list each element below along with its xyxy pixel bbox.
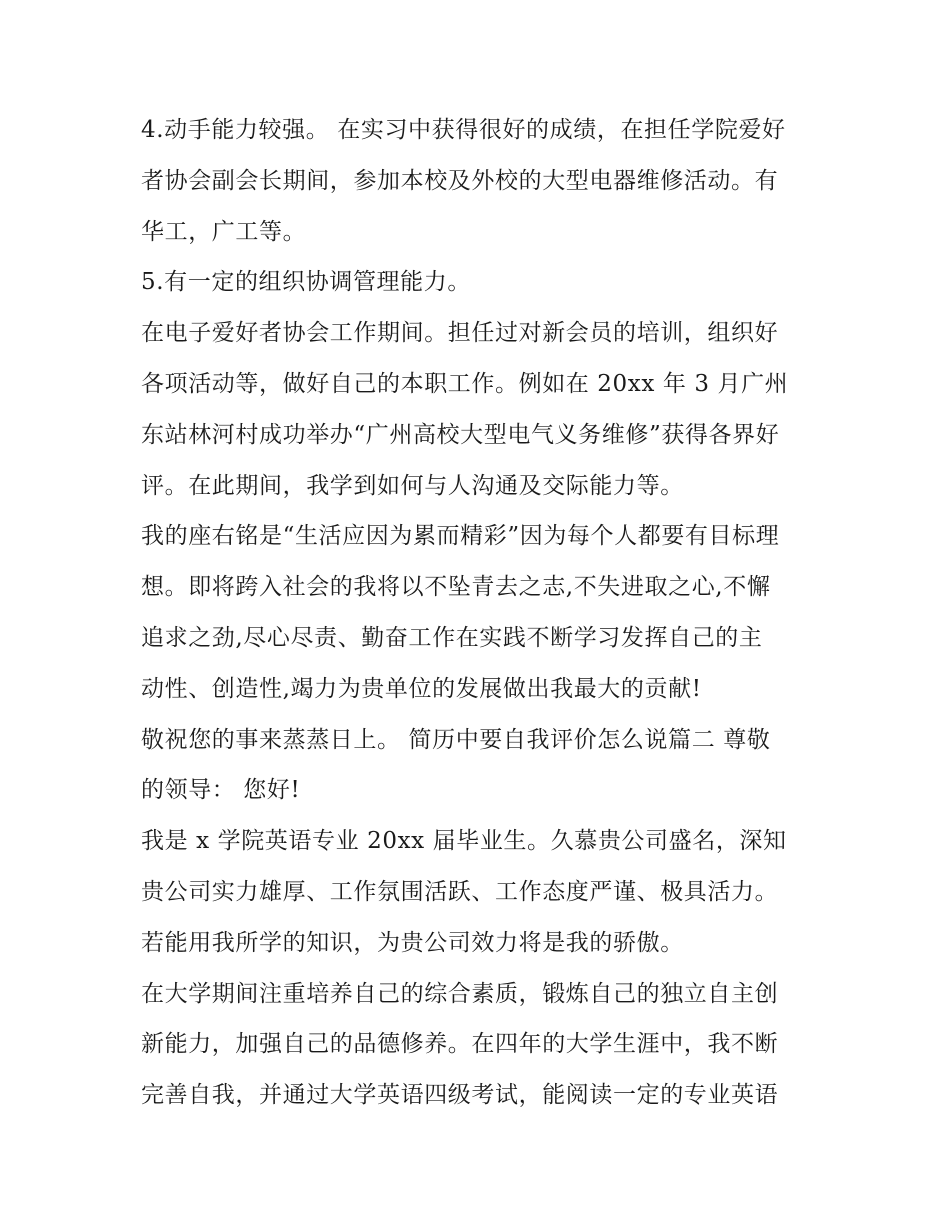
document-body-text (141, 105, 821, 1121)
text-line: 在大学期间注重培养自己的综合素质，锻炼自己的独立自主创 (141, 980, 779, 1007)
text-line: 完善自我，并通过大学英语四级考试，能阅读一定的专业英语 (141, 1082, 779, 1109)
text-line: 4.动手能力较强。 在实习中获得很好的成绩，在担任学院爱好 (141, 117, 786, 143)
text-line: 者协会副会长期间，参加本校及外校的大型电器维修活动。有 (141, 167, 779, 194)
text-line: 追求之劲,尽心尽责、勤奋工作在实践不断学习发挥自己的主 (141, 624, 763, 651)
text-line: 动性、创造性,竭力为贵单位的发展做出我最大的贡献! (141, 675, 702, 702)
text-line: 想。即将跨入社会的我将以不坠青去之志,不失进取之心,不懈 (141, 574, 771, 601)
text-line: 贵公司实力雄厚、工作氛围活跃、工作态度严谨、极具活力。 (141, 878, 779, 905)
text-line: 5.有一定的组织协调管理能力。 (141, 269, 471, 296)
text-line: 新能力，加强自己的品德修养。在四年的大学生涯中，我不断 (141, 1031, 779, 1058)
text-line: 若能用我所学的知识，为贵公司效力将是我的骄傲。 (141, 929, 684, 956)
text-line: 东站林河村成功举办“广州高校大型电气义务维修”获得各界好 (141, 421, 780, 448)
text-line: 敬祝您的事来蒸蒸日上。 简历中要自我评价怎么说篇二 尊敬 (141, 726, 771, 753)
text-line: 我是 x 学院英语专业 20xx 届毕业生。久慕贵公司盛名，深知 (141, 828, 787, 855)
text-line: 我的座右铭是“生活应因为累而精彩”因为每个人都要有目标理 (141, 523, 780, 550)
text-line: 评。在此期间，我学到如何与人沟通及交际能力等。 (141, 472, 684, 499)
text-line: 各项活动等，做好自己的本职工作。例如在 20xx 年 3 月广州 (141, 370, 789, 397)
text-line: 的领导： 您好! (141, 777, 301, 804)
text-line: 在电子爱好者协会工作期间。担任过对新会员的培训，组织好 (141, 320, 779, 347)
text-line: 华工，广工等。 (141, 218, 307, 245)
